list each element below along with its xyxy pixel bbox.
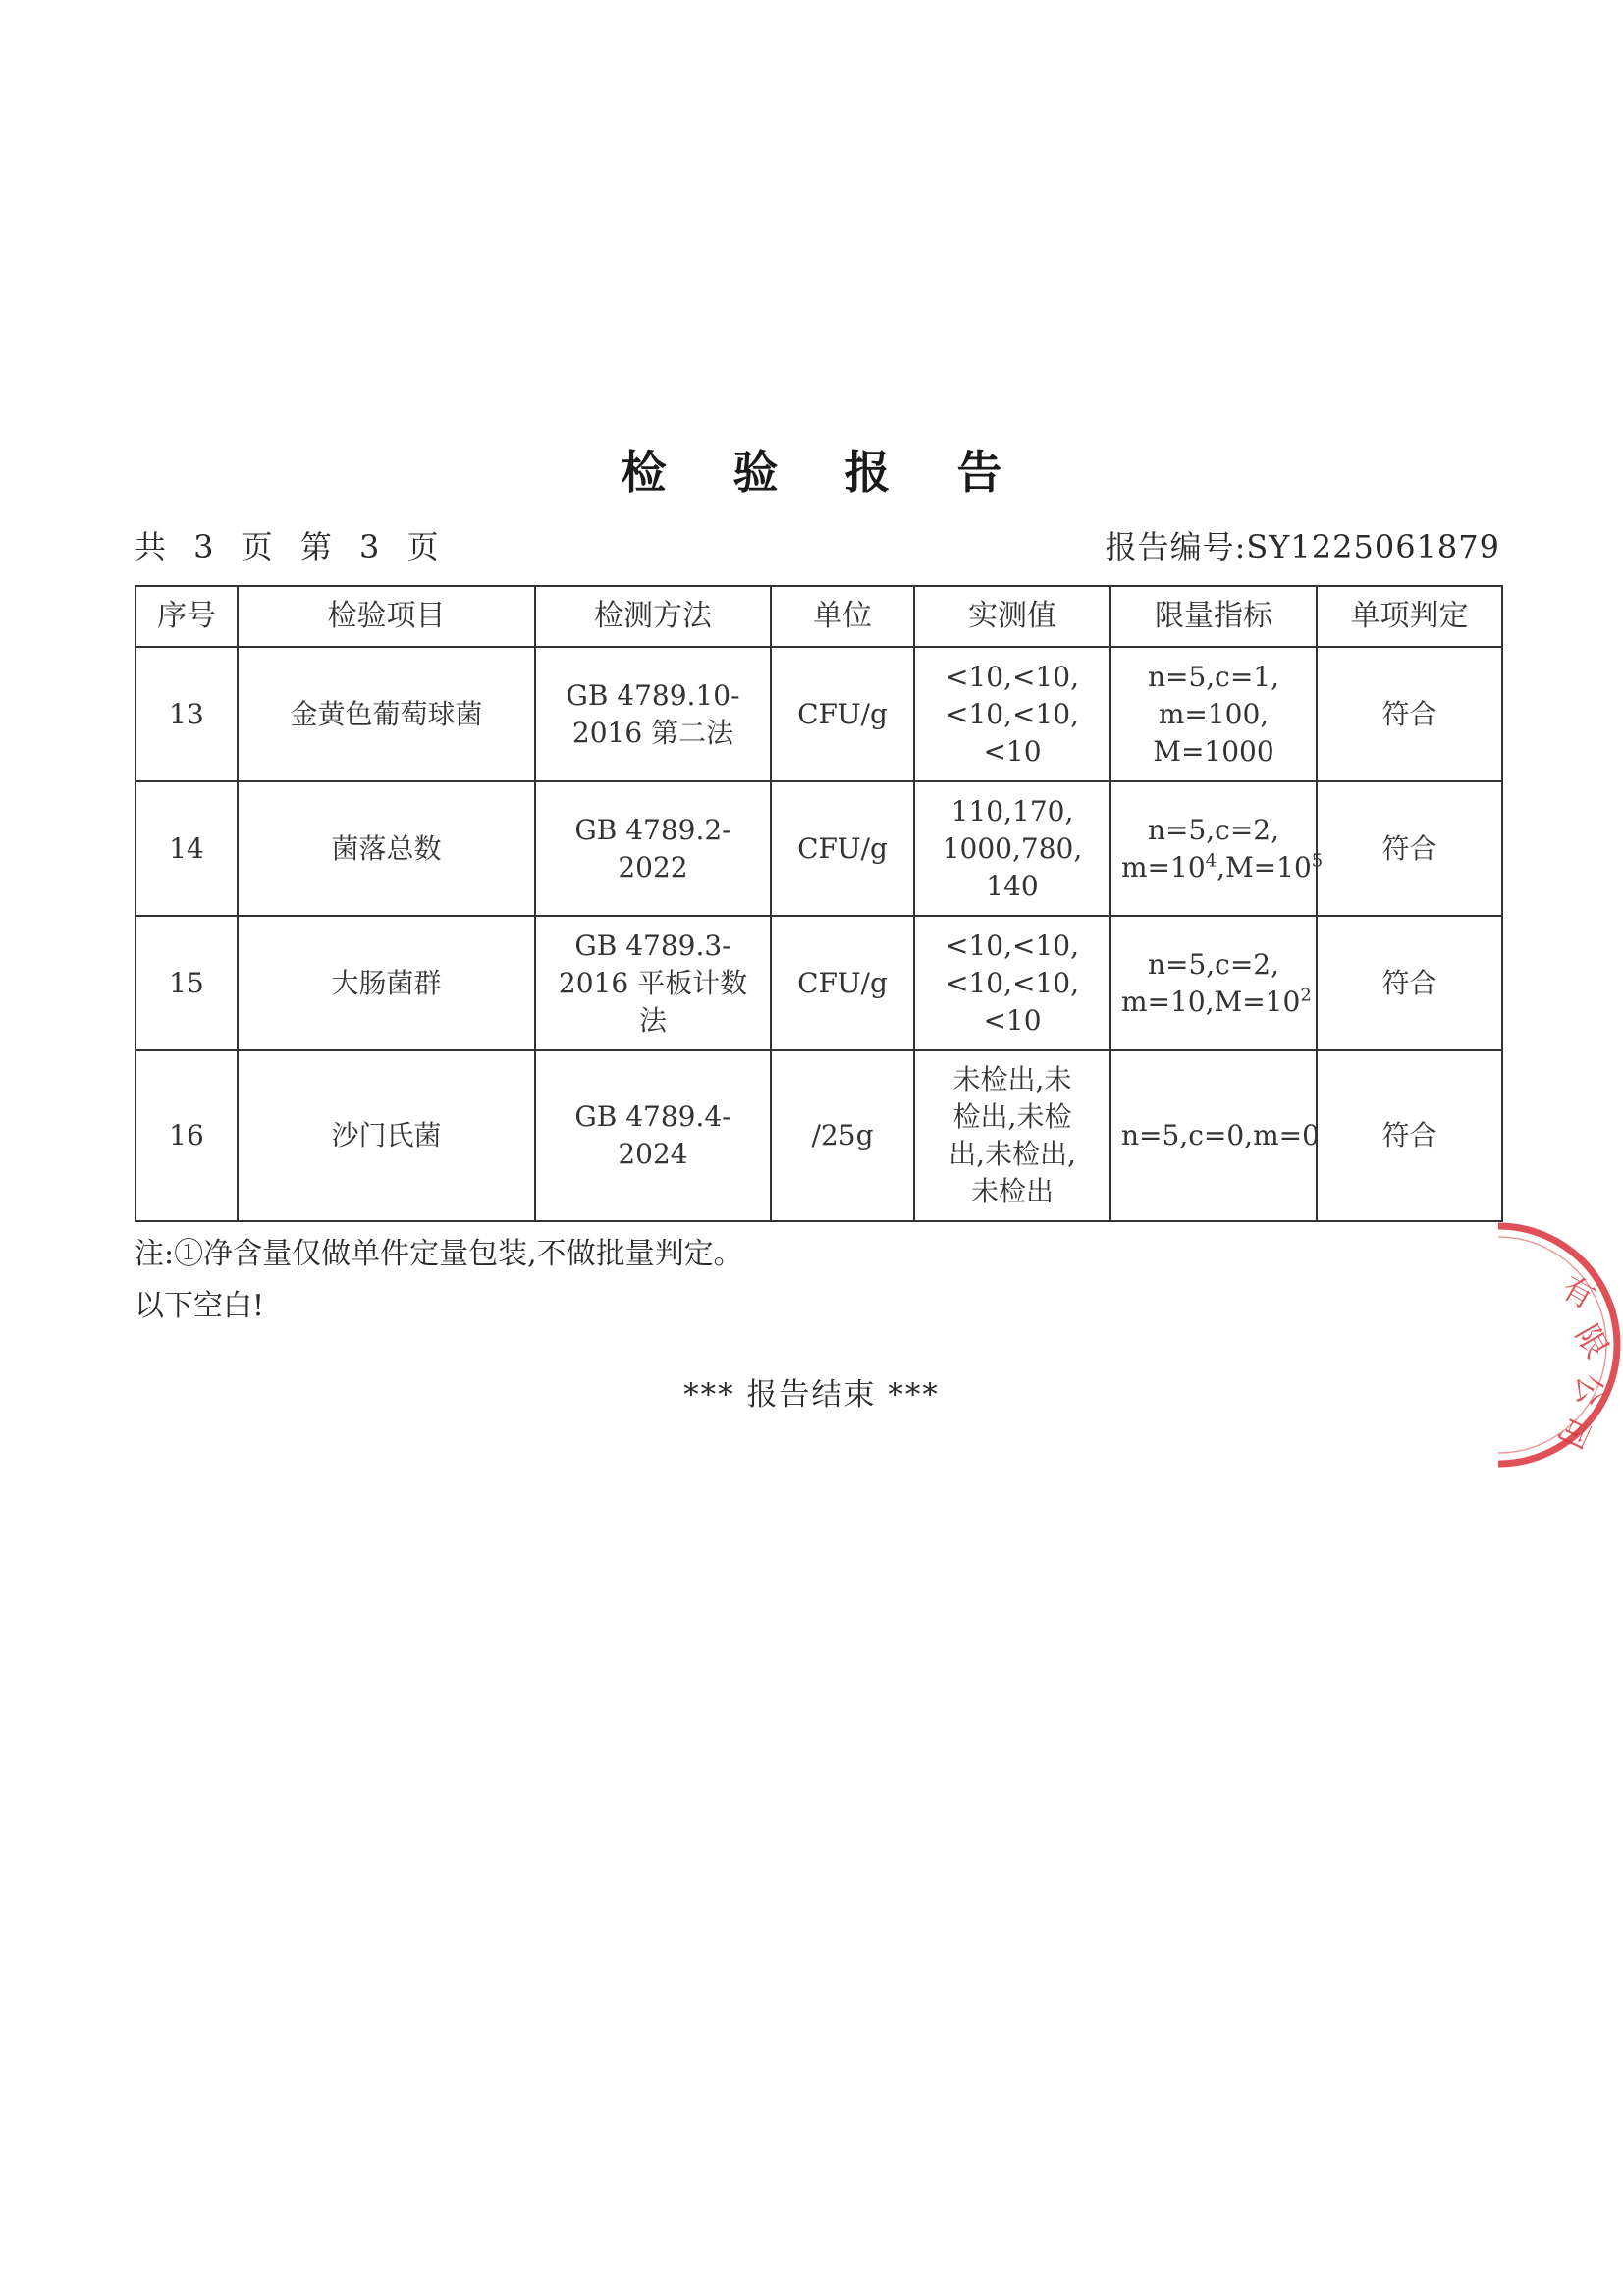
company-seal-stamp [1498, 1217, 1623, 1472]
value-line: <10 [983, 734, 1042, 768]
limit-exponent: 5 [1311, 850, 1324, 872]
cell-result: 符合 [1317, 647, 1502, 781]
col-header-value: 实测值 [914, 586, 1110, 647]
col-header-item: 检验项目 [238, 586, 535, 647]
table-header-row [135, 586, 1502, 647]
method-line: 2024 [618, 1138, 688, 1170]
cell-item: 金黄色葡萄球菌 [238, 647, 535, 781]
method-line: 2016 平板计数 [558, 966, 748, 999]
svg-text:限: 限 [1568, 1318, 1616, 1364]
value-line: <10 [983, 1003, 1042, 1037]
cell-unit: CFU/g [771, 916, 914, 1050]
cell-method [535, 916, 771, 1050]
col-header-unit: 单位 [771, 586, 914, 647]
method-line: GB 4789.4- [574, 1100, 731, 1133]
method-line: 法 [638, 1003, 667, 1037]
value-line: <10,<10, [946, 966, 1079, 999]
col-header-no: 序号 [135, 586, 238, 647]
method-line: 2022 [618, 850, 688, 883]
table-row [135, 647, 1502, 781]
cell-item: 菌落总数 [238, 781, 535, 916]
cell-no: 14 [135, 781, 238, 916]
cell-limit [1110, 916, 1317, 1050]
footnote: 注:①净含量仅做单件定量包装,不做批量判定。 [135, 1237, 743, 1271]
cell-no: 13 [135, 647, 238, 781]
method-line: GB 4789.2- [574, 813, 731, 846]
cell-unit: CFU/g [771, 781, 914, 916]
report-end-marker: *** 报告结束 *** [683, 1377, 940, 1413]
cell-no: 16 [135, 1050, 238, 1221]
value-line: 检出,未检 [952, 1100, 1072, 1133]
cell-value [914, 647, 1110, 781]
table-row [135, 1050, 1502, 1221]
limit-line: n=5,c=1, [1147, 660, 1280, 693]
limit-part: m=10,M=10 [1121, 985, 1301, 1018]
value-line: 未检出 [970, 1175, 1054, 1207]
cell-value [914, 781, 1110, 916]
report-number: 报告编号:SY1225061879 [1105, 528, 1500, 565]
cell-item: 大肠菌群 [238, 916, 535, 1050]
value-line: 未检出,未 [952, 1063, 1072, 1095]
limit-line [1121, 849, 1324, 886]
svg-text:公: 公 [1571, 1374, 1608, 1407]
method-line: GB 4789.10- [566, 678, 740, 712]
limit-exponent: 4 [1205, 850, 1217, 872]
cell-no: 15 [135, 916, 238, 1050]
col-header-method: 检测方法 [535, 586, 771, 647]
value-line: <10,<10, [946, 929, 1079, 962]
results-table [135, 585, 1503, 1222]
value-line: 110,170, [950, 794, 1074, 828]
cell-unit: /25g [771, 1050, 914, 1221]
value-line: 1000,780, [942, 831, 1083, 865]
limit-line: m=100, [1158, 697, 1270, 730]
limit-part: m=10 [1121, 850, 1206, 883]
cell-unit: CFU/g [771, 647, 914, 781]
table-row [135, 781, 1502, 916]
page-info: 共 3 页 第 3 页 [135, 528, 443, 565]
cell-item: 沙门氏菌 [238, 1050, 535, 1221]
cell-method [535, 647, 771, 781]
report-title: 检 验 报 告 [621, 446, 1028, 499]
cell-method [535, 781, 771, 916]
cell-value [914, 916, 1110, 1050]
limit-exponent: 2 [1300, 985, 1312, 1006]
method-line: 2016 第二法 [571, 716, 734, 749]
limit-line: n=5,c=2, [1147, 947, 1280, 981]
cell-result: 符合 [1317, 781, 1502, 916]
col-header-limit: 限量指标 [1110, 586, 1317, 647]
cell-value [914, 1050, 1110, 1221]
limit-line: n=5,c=2, [1147, 813, 1280, 846]
svg-text:有: 有 [1555, 1268, 1601, 1316]
limit-line: M=1000 [1153, 734, 1274, 768]
svg-text:司: 司 [1550, 1410, 1598, 1455]
limit-line: n=5,c=0,m=0 [1121, 1119, 1320, 1151]
blank-notice: 以下空白! [135, 1289, 265, 1323]
cell-limit [1110, 647, 1317, 781]
limit-part: ,M=10 [1217, 850, 1312, 883]
value-line: 出,未检出, [948, 1138, 1076, 1170]
value-line: 140 [986, 869, 1039, 902]
cell-result: 符合 [1317, 916, 1502, 1050]
cell-result: 符合 [1317, 1050, 1502, 1221]
cell-limit [1110, 781, 1324, 916]
value-line: <10,<10, [946, 660, 1079, 693]
cell-method [535, 1050, 771, 1221]
table-row [135, 916, 1502, 1050]
value-line: <10,<10, [946, 697, 1079, 730]
method-line: GB 4789.3- [574, 929, 731, 962]
limit-line [1121, 984, 1312, 1021]
cell-limit [1110, 1050, 1320, 1221]
col-header-result: 单项判定 [1317, 586, 1502, 647]
